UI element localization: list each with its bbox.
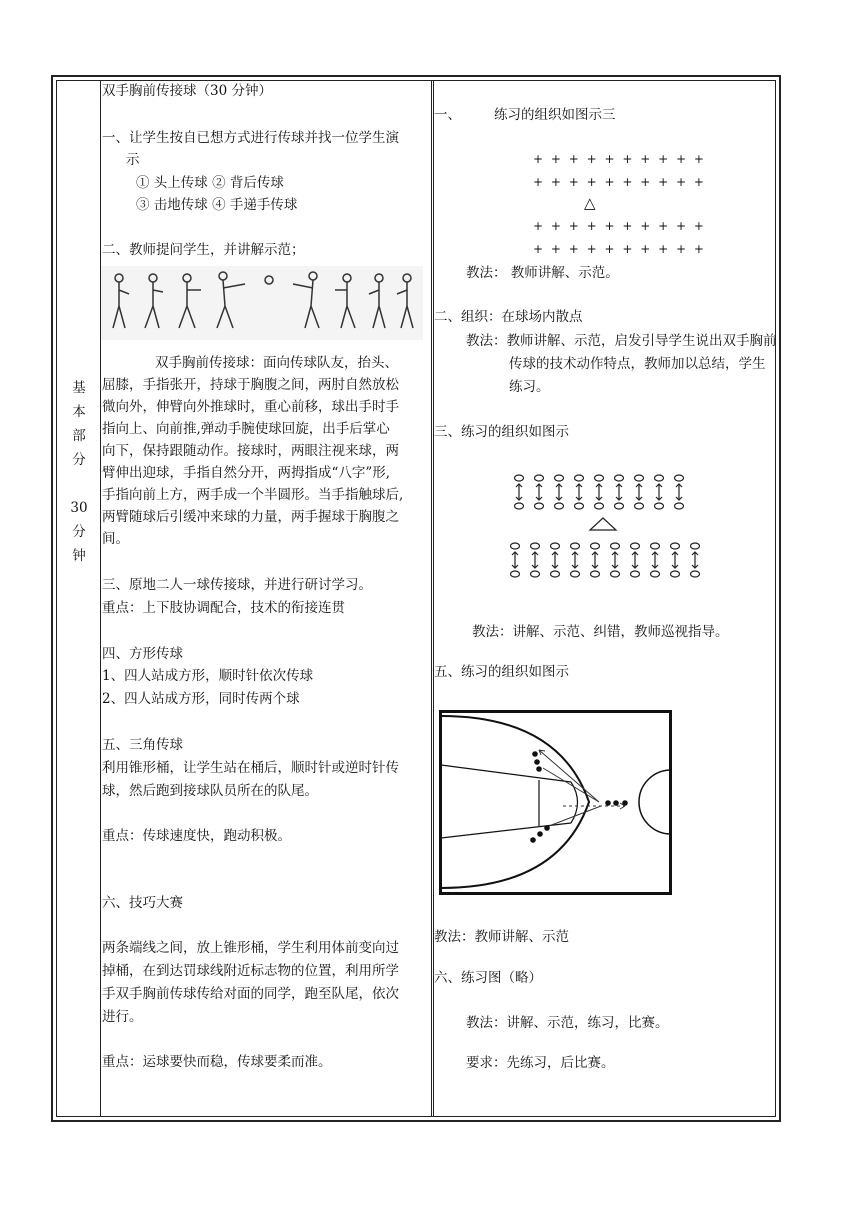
student-marker [631,571,640,577]
s6-line4: 进行。 [102,1009,143,1025]
student-marker [651,571,660,577]
student-marker [615,475,624,481]
student-marker [595,475,604,481]
column-divider [100,81,101,1116]
formation-row-2: + + + + + + + + + + [533,175,706,189]
teacher-triangle: △ [584,194,596,212]
student-marker [595,503,604,509]
student-marker [555,503,564,509]
s4-title: 四、方形传球 [102,646,183,662]
pass-arrow [576,484,582,500]
desc-line-3: 指向上、向前推,弹动手腕使球回旋，出手后掌心 [102,421,390,437]
s3-title: 三、原地二人一球传接球，并进行研讨学习。 [102,577,372,593]
r2-line3: 练习。 [509,379,550,395]
pass-arrow [552,552,558,568]
s5-title: 五、三角传球 [102,737,183,753]
s2-title: 二、教师提问学生，并讲解示范； [102,242,305,258]
student-marker [651,543,660,549]
r6-title: 六、练习图（略） [434,970,542,986]
pass-arrow [592,552,598,568]
student-marker [511,543,520,549]
half-court-diagram [439,710,673,895]
pass-arrow [632,552,638,568]
student-marker [535,475,544,481]
student-marker [515,503,524,509]
pass-arrow [512,552,518,568]
r6-requirement: 要求：先练习，后比赛。 [466,1055,615,1071]
pass-arrow [572,552,578,568]
s5-key: 重点：传球速度快，跑动积极。 [102,828,291,844]
student-marker [611,543,620,549]
desc-line-5: 臂伸出迎球，手指自然分开，两拇指成“八字”形, [102,465,391,481]
s4-item-2: 2、四人站成方形，同时传两个球 [102,691,300,707]
student-marker [675,503,684,509]
r1-title: 练习的组织如图示三 [494,107,616,123]
student-marker [671,543,680,549]
s6-key: 重点：运球要快而稳，传球要柔而准。 [102,1054,332,1070]
student-marker [531,543,540,549]
column-divider [431,81,434,1116]
pass-arrow [536,484,542,500]
desc-line-1: 屈膝，手指张开，持球于胸腹之间，两肘自然放松 [102,377,399,393]
student-marker [511,571,520,577]
student-marker [631,543,640,549]
s5-line1: 利用锥形桶，让学生站在桶后，顺时针或逆时针传 [102,760,399,776]
student-marker [515,475,524,481]
r6-method: 教法：讲解、示范，练习，比赛。 [466,1015,669,1031]
student-marker [591,543,600,549]
pass-arrow [656,484,662,500]
formation-row-3: + + + + + + + + + + [533,219,706,233]
r2-line1: 教法：教师讲解、示范，启发引导学生说出双手胸前 [466,333,777,349]
s1-options-2: ③ 击地传球 ④ 手递手传球 [136,197,298,213]
pass-arrow [636,484,642,500]
pass-arrow [616,484,622,500]
student-marker [655,475,664,481]
r3-title: 三、练习的组织如图示 [434,424,569,440]
pass-arrow [676,484,682,500]
section-label: 基 本 部 分 30 分 钟 [70,380,88,564]
r5-title: 五、练习的组织如图示 [434,664,569,680]
pass-arrow [612,552,618,568]
student-marker [531,571,540,577]
pass-arrow [556,484,562,500]
pass-arrow [672,552,678,568]
desc-line-4: 向下，保持跟随动作。接球时，两眼注视来球，两 [102,443,399,459]
s6-line3: 手双手胸前传球传给对面的同学，跑至队尾，依次 [102,986,399,1002]
pass-arrow [596,484,602,500]
s4-item-1: 1、四人站成方形，顺时针依次传球 [102,668,314,684]
desc-line-7: 两臂随球后引缓冲来球的力量，两手握球于胸腹之 [102,509,399,525]
formation-row-4: + + + + + + + + + + [533,242,706,256]
r1-method: 教法： 教师讲解、示范。 [466,265,619,281]
r5-method: 教法：教师讲解、示范 [434,929,569,945]
desc-line-2: 微向外，伸臂向外推球时，重心前移，球出手时手 [102,399,399,415]
lesson-title: 双手胸前传接球（30 分钟） [102,83,272,99]
student-marker [535,503,544,509]
student-marker [635,503,644,509]
desc-line-0: 双手胸前传接球：面向传球队友，抬头、 [155,355,398,371]
pass-arrow [516,484,522,500]
pair-passing-diagram [506,466,716,586]
r3-method: 教法：讲解、示范、纠错，教师巡视指导。 [472,624,729,640]
s6-line2: 掉桶，在到达罚球线附近标志物的位置，利用所学 [102,963,399,979]
student-marker [551,571,560,577]
s5-line2: 球，然后跑到接球队员所在的队尾。 [102,783,318,799]
desc-line-6: 手指向前上方，两手成一个半圆形。当手指触球后, [102,487,404,503]
r2-title: 二、组织：在球场内散点 [434,309,583,325]
formation-row-1: + + + + + + + + + + [533,152,706,166]
student-marker [575,475,584,481]
student-marker [691,543,700,549]
student-marker [691,571,700,577]
student-marker [575,503,584,509]
pass-arrow [532,552,538,568]
student-marker [551,543,560,549]
passing-figures-illustration [101,266,423,340]
r2-line2: 传球的技术动作特点，教师加以总结，学生 [509,356,766,372]
student-marker [571,571,580,577]
r1-number: 一、 [434,107,461,123]
student-marker [635,475,644,481]
student-marker [675,475,684,481]
student-marker [655,503,664,509]
student-marker [671,571,680,577]
student-marker [591,571,600,577]
s1-line2: 示 [126,152,140,168]
student-marker [555,475,564,481]
student-marker [611,571,620,577]
s6-line1: 两条端线之间，放上锥形桶，学生利用体前变向过 [102,940,399,956]
s6-title: 六、技巧大赛 [102,895,183,911]
pass-arrow [692,552,698,568]
s3-key: 重点：上下肢协调配合，技术的衔接连贯 [102,600,345,616]
desc-line-8: 间。 [102,531,129,547]
student-marker [615,503,624,509]
s1-options-1: ① 头上传球 ② 背后传球 [136,175,284,191]
student-marker [571,543,580,549]
pass-arrow [652,552,658,568]
s1-line1: 一、让学生按自已想方式进行传球并找一位学生演 [102,130,399,146]
